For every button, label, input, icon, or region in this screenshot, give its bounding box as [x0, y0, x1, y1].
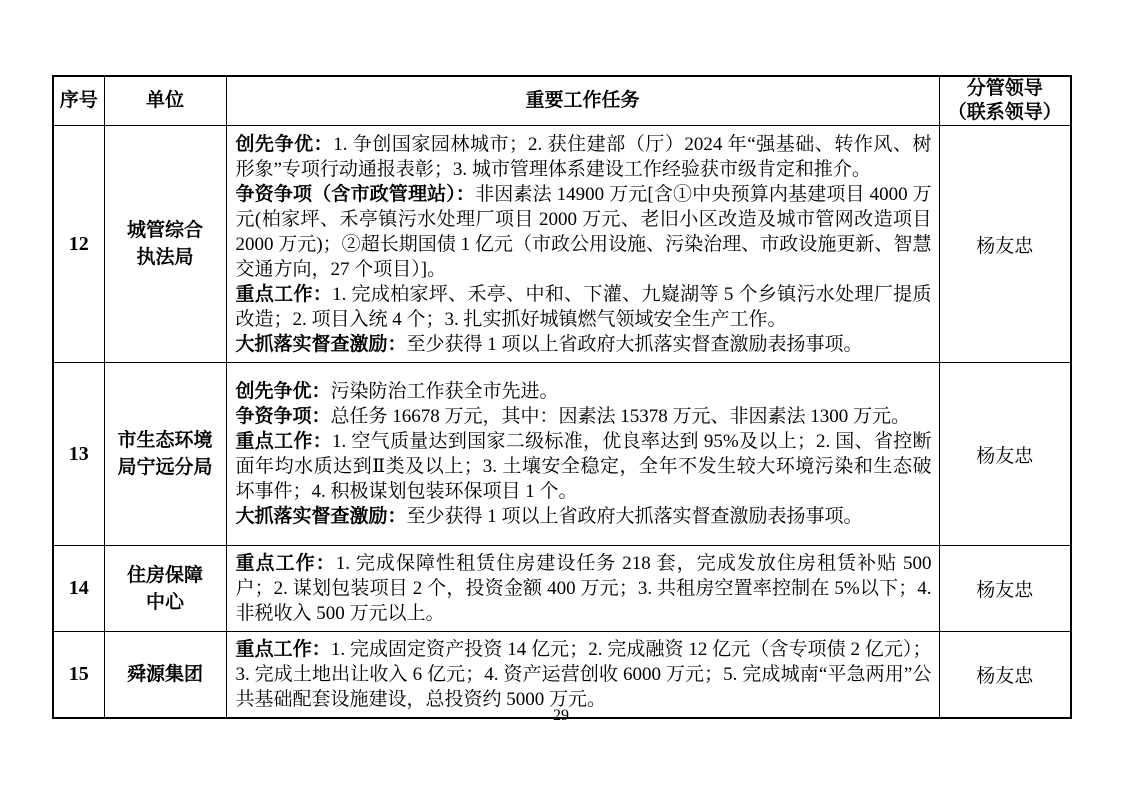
task-section	[236, 504, 932, 529]
task-section	[236, 637, 932, 712]
section-text: 总任务 16678 万元，其中：因素法 15378 万元、非因素法 1300 万元。	[330, 406, 911, 427]
section-label: 争资争项：	[235, 406, 331, 427]
section-text: 1. 空气质量达到国家二级标准，优良率达到 95%及以上；2. 国、省控断面年均水质达到Ⅱ类及以上；3. 土壤安全稳定，全年不发生较大环境污染和生态破坏事件；4. 积极谋划包装环保项目 1 个。	[235, 431, 932, 502]
leader-cell: 杨友忠	[939, 632, 1071, 719]
header-leader-line2: （联系领导）	[947, 102, 1062, 123]
unit-cell	[104, 363, 226, 546]
task-cell	[226, 546, 939, 632]
table-header-row	[53, 76, 1071, 126]
unit-name-line: 中心	[145, 591, 184, 613]
header-leader	[939, 76, 1071, 126]
table-row	[53, 126, 1071, 363]
work-task-table	[52, 75, 1072, 719]
task-section	[236, 429, 932, 504]
task-section	[236, 379, 932, 404]
header-leader-line1: 分管领导	[966, 78, 1043, 99]
serial-cell: 13	[53, 363, 104, 546]
serial-cell: 15	[53, 632, 104, 719]
section-label: 创先争优：	[235, 381, 331, 402]
unit-name-line: 住房保障	[126, 564, 203, 586]
serial-cell: 12	[53, 126, 104, 363]
section-text: 至少获得 1 项以上省政府大抓落实督查激励表扬事项。	[406, 506, 863, 527]
unit-name-line: 局宁远分局	[117, 457, 213, 478]
unit-name-line: 市生态环境	[117, 430, 213, 451]
leader-cell: 杨友忠	[939, 363, 1071, 546]
section-label: 大抓落实督查激励：	[235, 506, 407, 527]
unit-name-line: 舜源集团	[126, 664, 203, 685]
section-label: 重点工作：	[235, 553, 336, 574]
header-unit: 单位	[104, 76, 226, 126]
section-text: 1. 争创国家园林城市；2. 获住建部（厅）2024 年“强基础、转作风、树形象”专项行动通报表彰；3. 城市管理体系建设工作经验获市级肯定和推介。	[235, 133, 932, 180]
task-section	[236, 551, 932, 626]
leader-cell: 杨友忠	[939, 126, 1071, 363]
section-label: 重点工作：	[235, 639, 331, 660]
section-text: 污染防治工作获全市先进。	[330, 381, 559, 402]
section-text: 1. 完成柏家坪、禾亭、中和、下灌、九嶷湖等 5 个乡镇污水处理厂提质改造；2. 项目入统 4 个；3. 扎实抓好城镇燃气领域安全生产工作。	[235, 283, 932, 330]
section-label: 创先争优：	[235, 133, 334, 155]
unit-name-line: 城管综合	[126, 220, 203, 241]
leader-cell: 杨友忠	[939, 546, 1071, 632]
table-row	[53, 363, 1071, 546]
section-text: 非因素法 14900 万元[含①中央预算内基建项目 4000 万元(柏家坪、禾亭镇污水处理厂项目 2000 万元、老旧小区改造及城市管网改造项目 2000 万元)；②超长期国债 1 亿元（市政公用设施、污染治理、市政设施更新、智慧交通方向，27 个项目）]。	[235, 183, 932, 280]
table-row	[53, 632, 1071, 719]
task-section	[236, 332, 932, 357]
unit-name-line: 执法局	[136, 247, 194, 268]
section-label: 重点工作：	[235, 431, 333, 452]
section-label: 重点工作：	[235, 283, 333, 305]
section-label: 大抓落实督查激励：	[235, 333, 407, 355]
table-row	[53, 546, 1071, 632]
header-task: 重要工作任务	[226, 76, 939, 126]
unit-cell	[104, 126, 226, 363]
task-section	[236, 404, 932, 429]
task-cell	[226, 363, 939, 546]
task-section	[236, 132, 932, 182]
task-cell	[226, 632, 939, 719]
unit-cell	[104, 632, 226, 719]
section-label: 争资争项（含市政管理站）：	[235, 183, 476, 205]
section-text: 1. 完成保障性租赁住房建设任务 218 套，完成发放住房租赁补贴 500 户；2. 谋划包装项目 2 个，投资金额 400 万元；3. 共租房空置率控制在 5%以下；4. 非税收入 500 万元以上。	[235, 553, 932, 624]
serial-cell: 14	[53, 546, 104, 632]
task-section	[236, 282, 932, 332]
section-text: 至少获得 1 项以上省政府大抓落实督查激励表扬事项。	[406, 333, 863, 355]
section-text: 1. 完成固定资产投资 14 亿元；2. 完成融资 12 亿元（含专项债 2 亿元）；3. 完成土地出让收入 6 亿元；4. 资产运营创收 6000 万元；5. 完成城南“平急两用”公共基础配套设施建设，总投资约 5000 万元。	[235, 639, 932, 710]
task-cell	[226, 126, 939, 363]
page-number: 29	[553, 707, 569, 724]
task-section	[236, 182, 932, 282]
header-serial: 序号	[53, 76, 104, 126]
unit-cell	[104, 546, 226, 632]
